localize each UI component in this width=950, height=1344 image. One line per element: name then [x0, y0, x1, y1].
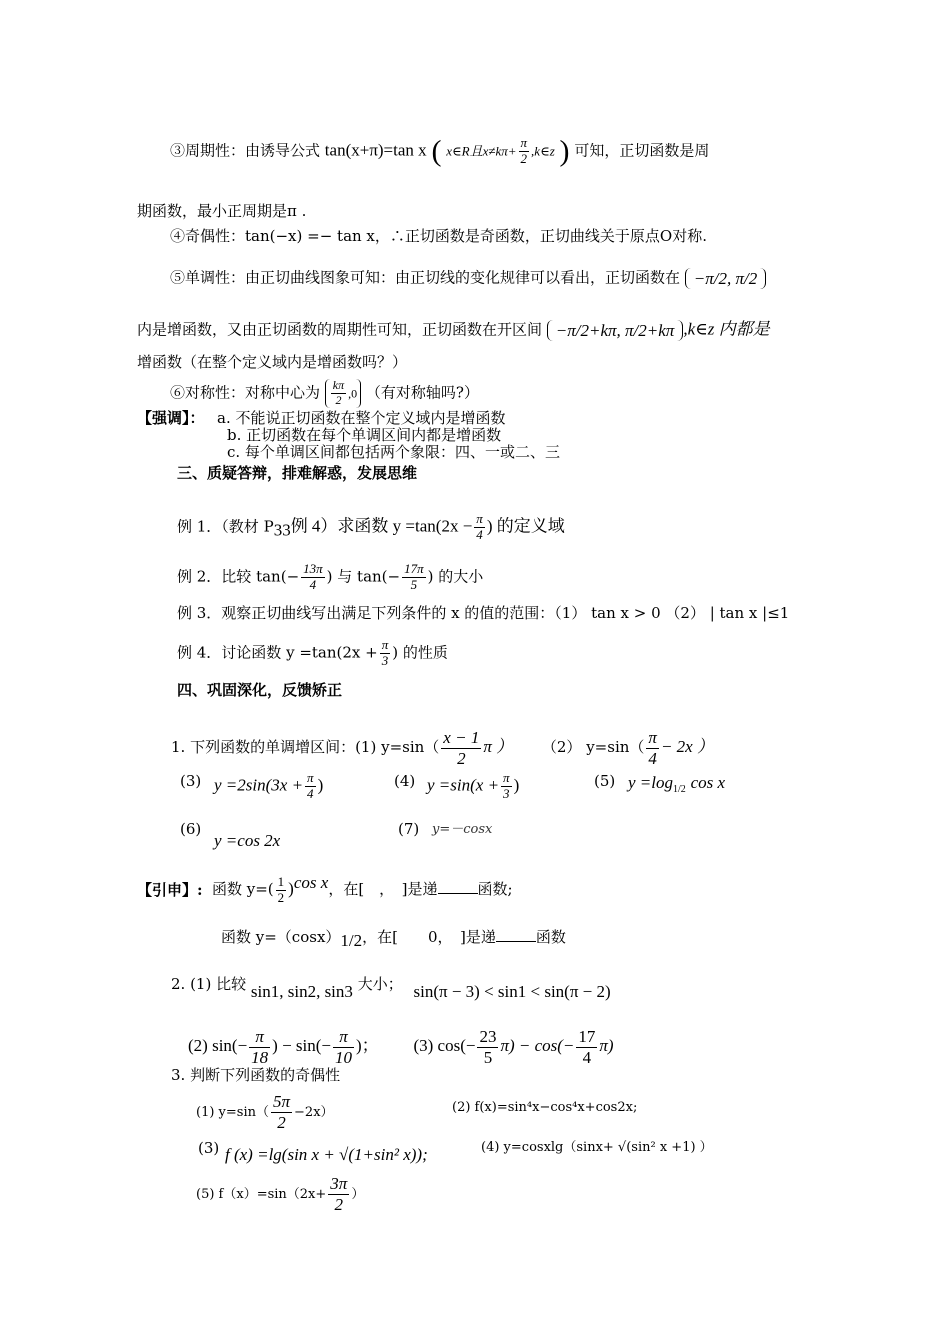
q1-f7: y=－cosx: [432, 822, 493, 837]
example-4-trail: ) 的性质: [392, 643, 448, 662]
q1-f3-fraction: $\frac{\pi}{4}$: [307, 770, 314, 801]
q1-f4: [427, 771, 519, 802]
q1-f5-label: (5): [594, 772, 616, 790]
q2-p3-lead: (3) cos(−: [413, 1036, 476, 1056]
q3-f3-label: (3): [198, 1139, 220, 1157]
q3-f5-fraction: $\frac{3\pi}{2}$: [330, 1174, 348, 1214]
periodicity-condition: x∈R且x≠kπ+: [446, 143, 517, 159]
q1-f2-fraction: $\frac{\pi}{4}$: [648, 728, 657, 768]
q3-f4: (4) y=cosxlg（sinx+ √(sin² x +1) ）: [481, 1140, 713, 1155]
symmetry-lead: ⑥对称性：对称中心为: [170, 383, 321, 402]
extension-label: 【引申】:: [137, 881, 203, 899]
example-1-mid: 例 4）求函数 y =tan(2x −: [290, 516, 473, 536]
periodicity-condition-tail: ,k∈z: [531, 143, 555, 159]
periodicity-lead: ③周期性：由诱导公式: [170, 141, 321, 160]
q1-f5-tail: cos x: [690, 773, 726, 792]
q1-f4-label: (4): [394, 772, 416, 790]
q2-p2-mid: ) − sin(−: [272, 1036, 332, 1056]
extension-line1: 函数 y=( $\frac{1}{2}$ )$^{cos x}$，在[ ， ]是递 函数;: [212, 873, 513, 905]
q2-line2: [188, 1027, 614, 1067]
monotonic-interval2: −π/2+kπ, π/2+kπ: [547, 320, 684, 341]
example-1-trail: ) 的定义域: [486, 516, 565, 536]
extension-line1-exponent: cos x: [293, 873, 329, 892]
periodicity-trail: 可知，正切函数是周: [574, 141, 710, 160]
example-1-lead: 例 1．（教材 P: [177, 517, 274, 536]
example-2-fraction-2: $\frac{17\pi}{5}$: [404, 561, 424, 592]
q1-f4-tail: ): [513, 775, 520, 795]
q3-f1-fraction: $\frac{5\pi}{2}$: [273, 1092, 291, 1132]
periodicity-line: [170, 136, 709, 167]
q2-p3-mid: π) − cos(−: [500, 1036, 575, 1056]
example-4-lead: 例 4．讨论函数 y =tan(2x +: [177, 643, 378, 662]
q1-f3-lead: y =2sin(3x +: [214, 775, 304, 795]
q2-items: sin1, sin2, sin3: [250, 982, 353, 1001]
brace-open: (: [431, 134, 442, 168]
q1-f5: [628, 774, 725, 795]
monotonic-line3: 增函数（在整个定义域内是增函数吗？）: [137, 353, 408, 371]
example-4-fraction: $\frac{\pi}{3}$: [381, 637, 389, 668]
q1-f3: [214, 771, 323, 802]
q2-p3-fraction-2: $\frac{17}{4}$: [578, 1027, 596, 1067]
q1-f3-label: (3): [180, 772, 202, 790]
symmetry-line: [170, 379, 479, 408]
periodicity-formula: tan(x+π)=tan x: [324, 140, 427, 160]
example-2-fraction-1: $\frac{13\pi}{4}$: [303, 561, 323, 592]
monotonic-line2-lead: 内是增函数，又由正切函数的周期性可知，正切函数在开区间: [137, 320, 543, 339]
q2-mid: 大小；: [357, 975, 403, 993]
q1-f4-fraction: $\frac{\pi}{3}$: [503, 770, 510, 801]
q3-f5-tail: ）: [351, 1187, 365, 1203]
q1-f1-fraction: $\frac{x - 1}{2}$: [443, 728, 480, 768]
extension-line2-exponent: 1/2: [340, 931, 363, 950]
extension-line2-trail: 函数: [535, 928, 566, 946]
example-1-sub: 33: [273, 520, 291, 540]
example-2-trail: ) 的大小: [427, 567, 484, 586]
emphasis-label: 【强调】：: [137, 409, 205, 427]
example-2: [177, 562, 483, 593]
example-4: [177, 638, 448, 669]
emphasis-a: a. 不能说正切函数在整个定义域内是增函数: [217, 409, 506, 427]
q3-f5: [196, 1174, 364, 1214]
q3-f1-lead: (1) y=sin（: [196, 1105, 269, 1121]
parity-line: ④奇偶性：tan(−x) =− tan x，∴正切函数是奇函数，正切曲线关于原点O对称.: [170, 227, 707, 245]
q1-line1: [171, 728, 714, 768]
q1-f2-tail: − 2x ）: [660, 737, 714, 757]
extension-line1-trail: 函数;: [477, 880, 513, 898]
q1-f2-lead: （2） y=sin（: [541, 738, 645, 757]
brace-close: ): [559, 134, 570, 168]
extension-line2: [221, 929, 566, 949]
monotonic-interval: −π/2, π/2: [685, 268, 766, 289]
periodicity-line2: 期函数，最小正周期是π .: [137, 202, 307, 220]
monotonic-line2-trail: ,k∈z 内都是: [683, 319, 770, 339]
q1-f7-label: (7): [398, 820, 420, 838]
q2-result: sin(π − 3) < sin1 < sin(π − 2): [413, 982, 611, 1001]
example-2-mid: ) 与 tan(−: [326, 567, 401, 586]
extension-line1-mid: ，在[ ， ]是递: [328, 880, 438, 898]
q3-f1-tail: −2x）: [294, 1105, 334, 1121]
q2-lead: 2. (1) 比较: [171, 975, 247, 993]
extension-line1-fraction: $\frac{1}{2}$: [277, 873, 285, 905]
q3-f1: [196, 1092, 334, 1132]
q1-f6: y =cos 2x: [214, 831, 281, 850]
extension-line1-blank[interactable]: [438, 881, 478, 894]
emphasis-c: c. 每个单调区间都包括两个象限：四、一或二、三: [227, 443, 560, 461]
q2-p2-fraction-2: $\frac{\pi}{10}$: [335, 1027, 353, 1067]
section4-title: 四、巩固深化，反馈矫正: [177, 681, 343, 699]
q1-f5-base: 1/2: [673, 784, 686, 795]
q1-f3-tail: ): [317, 775, 324, 795]
q1-lead: 1. 下列函数的单调增区间：(1) y=sin（: [171, 738, 440, 757]
q2-p2-lead: (2) sin(−: [188, 1036, 248, 1056]
extension-line2-lead: 函数 y=（cosx）: [221, 928, 341, 946]
q3-f2: (2) f(x)=sin⁴x−cos⁴x+cos2x;: [452, 1100, 638, 1115]
q2-p2-fraction-1: $\frac{\pi}{18}$: [251, 1027, 269, 1067]
q1-f4-lead: y =sin(x +: [427, 775, 500, 795]
symmetry-center: $\frac{k\pi}{2}$ ,0: [325, 379, 361, 408]
symmetry-trail: （有对称轴吗?）: [365, 383, 479, 402]
q3-f5-lead: (5) f（x）=sin（2x+: [196, 1187, 327, 1203]
example-2-lead: 例 2．比较 tan(−: [177, 567, 300, 586]
q1-f5-lead: y =log: [628, 773, 673, 792]
q3-f3: f (x) =lg(sin x + √(1+sin² x));: [225, 1145, 428, 1164]
q2-p2-trail: )；: [356, 1036, 379, 1056]
q3-title: 3. 判断下列函数的奇偶性: [171, 1066, 341, 1084]
section3-title: 三、质疑答辩，排难解惑，发展思维: [177, 464, 418, 482]
monotonic-line1: [170, 268, 766, 289]
extension-line2-mid: ，在[ 0， ]是递: [362, 928, 496, 946]
example-1: [177, 512, 565, 543]
q2-line1: [171, 975, 611, 1001]
q2-p3-trail: π): [599, 1036, 614, 1056]
extension-line1-lead: 函数 y=(: [212, 880, 274, 898]
q2-p3-fraction-1: $\frac{23}{5}$: [479, 1027, 497, 1067]
example-3: 例 3．观察正切曲线写出满足下列条件的 x 的值的范围：（1） tan x > 0 （2） | tan x |≤1: [177, 604, 790, 622]
emphasis-b: b. 正切函数在每个单调区间内都是增函数: [227, 426, 502, 444]
periodicity-fraction: $\frac{\pi}{2}$: [520, 135, 528, 166]
example-1-fraction: $\frac{\pi}{4}$: [476, 511, 483, 542]
monotonic-lead: ⑤单调性：由正切曲线图象可知：由正切线的变化规律可以看出，正切函数在: [170, 268, 681, 287]
q1-f1-tail: π ）: [483, 737, 514, 757]
extension-line2-blank[interactable]: [496, 929, 536, 942]
q1-f6-label: (6): [180, 820, 202, 838]
monotonic-line2: [137, 320, 770, 341]
